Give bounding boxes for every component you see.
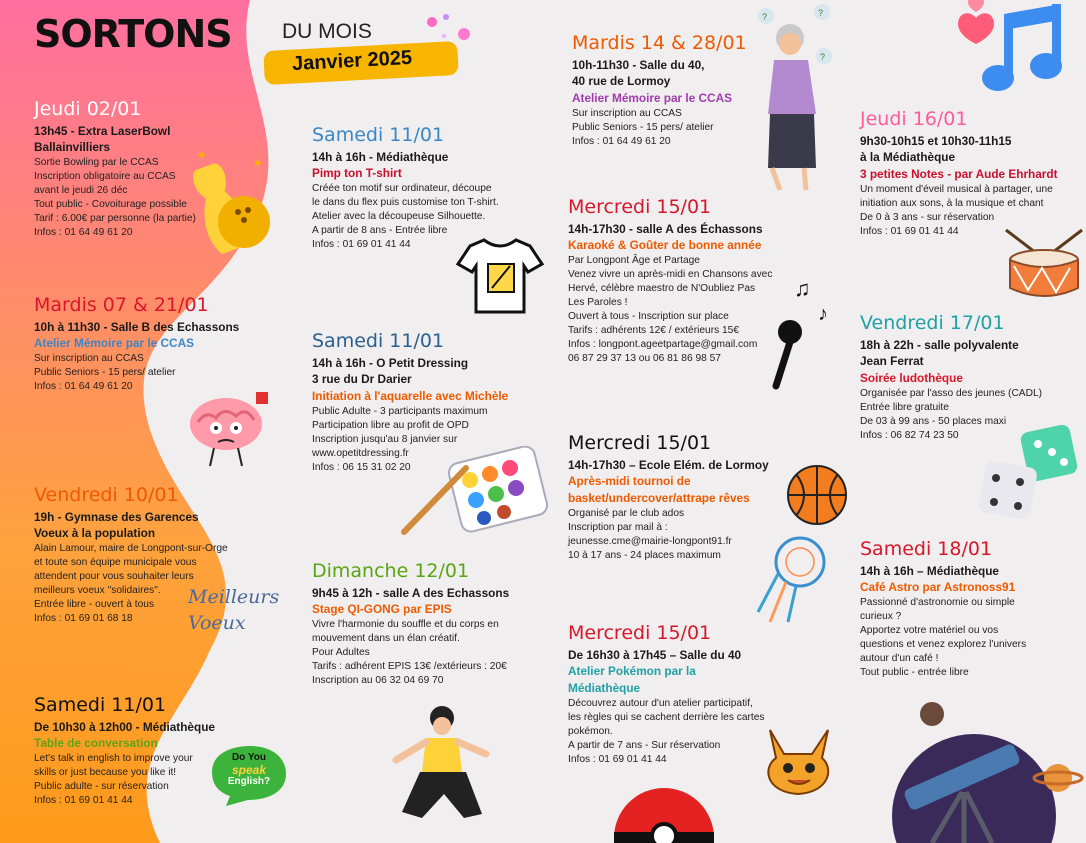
event-info-line: autour d'un café !: [860, 653, 939, 664]
event-date: Jeudi 16/01: [860, 108, 968, 130]
event-subtitle: Pimp ton T-shirt: [312, 166, 402, 180]
svg-text:✦: ✦: [252, 155, 264, 171]
event-info-line: A partir de 7 ans - Sur réservation: [568, 740, 721, 751]
event-info-line: Public Seniors - 15 pers/ atelier: [572, 122, 714, 133]
month-label: Janvier 2025: [291, 46, 413, 76]
event-subtitle: Stage QI-GONG par EPIS: [312, 602, 452, 616]
pokeball-icon: [612, 776, 716, 843]
event-samedi-18: [860, 538, 1074, 680]
event-info-line: Entrée libre gratuite: [860, 402, 949, 413]
event-time: 18h à 22h - salle polyvalente: [860, 338, 1019, 352]
event-samedi-11-aquarelle: [312, 330, 522, 475]
event-date: Mercredi 15/01: [568, 196, 712, 218]
event-time: 10h-11h30 - Salle du 40,: [572, 58, 705, 72]
do-you-speak-english-label: [214, 752, 284, 788]
event-place: 40 rue de Lormoy: [572, 74, 671, 88]
event-subtitle: Karaoké & Goûter de bonne année: [568, 238, 762, 252]
event-mardis-07-21: [34, 294, 254, 394]
event-info-line: Organisée par l'asso des jeunes (CADL): [860, 388, 1043, 399]
event-info-line: Alain Lamour, maire de Longpont-sur-Orge: [34, 543, 228, 554]
event-time: 10h à 11h30 - Salle B des Echassons: [34, 320, 240, 334]
event-info-line: De 03 à 99 ans - 50 places maxi: [860, 416, 1007, 427]
event-date: Mardis 07 & 21/01: [34, 294, 209, 316]
event-info-line: Infos : longpont.ageetpartage@gmail.com: [568, 339, 758, 350]
event-info-line: Inscription au 06 32 04 69 70: [312, 675, 444, 686]
event-info-line: Découvrez autour d'un atelier participatif,: [568, 698, 753, 709]
svg-text:?: ?: [762, 12, 768, 22]
event-info-line: Tarifs : adhérent EPIS 13€ /extérieurs : 20€: [312, 661, 507, 672]
event-info-line: Tout public - entrée libre: [860, 667, 969, 678]
event-info-line: Infos : 06 15 31 02 20: [312, 462, 411, 473]
event-info-line: le dans du flex puis customise ton T-shirt.: [312, 197, 499, 208]
event-info-line: Public adulte - sur réservation: [34, 781, 169, 792]
event-time: 19h - Gymnase des Garences: [34, 510, 199, 524]
event-info-line: 10 à 17 ans - 24 places maximum: [568, 550, 721, 561]
event-info-line: Créée ton motif sur ordinateur, découpe: [312, 183, 492, 194]
event-time: 14h-17h30 - salle A des Échassons: [568, 222, 763, 236]
event-info-line: Public Seniors - 15 pers/ atelier: [34, 367, 176, 378]
event-place: Ballainvilliers: [34, 140, 111, 154]
event-info-line: Hervé, célèbre maestro de N'Oubliez Pas: [568, 283, 756, 294]
event-date: Dimanche 12/01: [312, 560, 470, 582]
meilleurs-voeux-text: Meilleurs Voeux: [188, 586, 280, 634]
event-dimanche-12: [312, 560, 542, 688]
event-info-line: A partir de 8 ans - Entrée libre: [312, 225, 448, 236]
basketball-icon: [786, 464, 848, 526]
event-info-line: pokémon.: [568, 726, 613, 737]
svg-text:♫: ♫: [794, 276, 811, 301]
event-place: Jean Ferrat: [860, 354, 924, 368]
event-info-line: Infos : 01 69 01 41 44: [568, 754, 667, 765]
event-mercredi-15-karaoke: [568, 196, 788, 366]
event-info-line: Ouvert à tous - Inscription sur place: [568, 311, 729, 322]
event-vendredi-17: [860, 312, 1074, 443]
event-info-line: De 0 à 3 ans - sur réservation: [860, 212, 995, 223]
event-place: Voeux à la population: [34, 526, 156, 540]
event-subtitle: Soirée ludothèque: [860, 371, 963, 385]
elderly-woman-icon: [752, 4, 842, 196]
event-info-line: Inscription jusqu'au 8 janvier sur: [312, 434, 458, 445]
event-info-line: Pour Adultes: [312, 647, 370, 658]
event-info-line: Infos : 01 69 01 41 44: [34, 795, 133, 806]
event-subtitle: Après-midi tournoi de: [568, 474, 691, 488]
event-time: 14h à 16h - Médiathèque: [312, 150, 449, 164]
event-info-line: 06 87 29 37 13 ou 06 81 86 98 57: [568, 353, 721, 364]
event-info-line: Organisé par le club ados: [568, 508, 685, 519]
event-info-line: Sur inscription au CCAS: [572, 108, 682, 119]
event-place: 3 rue du Dr Darier: [312, 372, 412, 386]
event-info-line: Passionné d'astronomie ou simple: [860, 597, 1015, 608]
event-info-line: Participation libre au profit de OPD: [312, 420, 469, 431]
event-subtitle: Atelier Pokémon par la: [568, 664, 696, 678]
event-subtitle: Table de conversation: [34, 736, 158, 750]
event-time: 14h-17h30 – Ecole Elém. de Lormoy: [568, 458, 769, 472]
event-info-line: Venez vivre un après-midi en Chansons avec: [568, 269, 773, 280]
page-subtitle: DU MOIS: [282, 20, 372, 43]
event-info-line: initiation aux sons, à la musique et chant: [860, 198, 1044, 209]
svg-text:?: ?: [820, 52, 826, 62]
event-date: Samedi 11/01: [312, 124, 445, 146]
event-subtitle: Initiation à l'aquarelle avec Michèle: [312, 389, 509, 403]
event-subtitle-2: basket/undercover/attrape rêves: [568, 491, 750, 505]
event-jeudi-16: [860, 108, 1074, 239]
qigong-woman-icon: [386, 702, 496, 840]
event-info-line: Infos : 01 69 01 41 44: [860, 226, 959, 237]
event-info-line: Inscription obligatoire au CCAS: [34, 171, 176, 182]
event-info-line: mouvement dans un élan créatif.: [312, 633, 460, 644]
event-info-line: attendent pour vous souhaiter leurs: [34, 571, 194, 582]
event-date: Samedi 11/01: [312, 330, 445, 352]
event-subtitle: Sortie Bowling par le CCAS: [34, 157, 159, 168]
event-info-line: Par Longpont Âge et Partage: [568, 255, 700, 266]
event-info-line: Tout public - Covoiturage possible: [34, 199, 187, 210]
do-you-text: Do You: [231, 752, 267, 763]
event-samedi-11-tshirt: [312, 124, 522, 252]
page-title: SORTONS: [34, 12, 232, 56]
event-samedi-11-table: [34, 694, 244, 808]
event-date: Vendredi 17/01: [860, 312, 1005, 334]
event-info-line: skills or just because you like it!: [34, 767, 177, 778]
event-info-line: Infos : 01 64 49 61 20: [34, 227, 133, 238]
event-time: 9h30-10h15 et 10h30-11h15: [860, 134, 1012, 148]
music-note-icon: [948, 0, 1078, 96]
event-info-line: les règles qui se cachent derrière les cartes: [568, 712, 765, 723]
svg-text:?: ?: [818, 8, 824, 18]
event-subtitle: 3 petites Notes - par Aude Ehrhardt: [860, 167, 1058, 181]
event-time: 14h à 16h - O Petit Dressing: [312, 356, 469, 370]
event-info-line: Apportez votre matériel ou vos: [860, 625, 999, 636]
event-date: Mardis 14 & 28/01: [572, 32, 747, 54]
english-text: English?: [227, 776, 271, 787]
event-info-line: Infos : 06 82 74 23 50: [860, 430, 959, 441]
event-info-line: Public Adulte - 3 participants maximum: [312, 406, 488, 417]
event-info-line: Atelier avec la découpeuse Silhouette.: [312, 211, 486, 222]
event-info-line: Tarif : 6.00€ par personne (la partie): [34, 213, 196, 224]
event-info-line: jeunesse.cme@mairie-longpont91.fr: [568, 536, 732, 547]
event-info-line: Infos : 01 64 49 61 20: [572, 136, 671, 147]
event-info-line: meilleurs voeux "solidaires".: [34, 585, 161, 596]
brain-character-icon: [184, 388, 280, 468]
event-time: 13h45 - Extra LaserBowl: [34, 124, 171, 138]
event-info-line: et toute son équipe municipale vous: [34, 557, 197, 568]
event-info-line: Inscription par mail à :: [568, 522, 668, 533]
event-date: Jeudi 02/01: [34, 98, 142, 120]
event-info-line: Tarifs : adhérents 12€ / extérieurs 15€: [568, 325, 740, 336]
event-jeudi-02: [34, 98, 224, 240]
event-subtitle: Atelier Mémoire par le CCAS: [34, 336, 194, 350]
event-vendredi-10: [34, 484, 239, 626]
event-mercredi-15-basket: [568, 432, 788, 563]
event-place: à la Médiathèque: [860, 150, 956, 164]
confetti-dots-icon: [422, 12, 482, 46]
event-info-line: Un moment d'éveil musical à partager, une: [860, 184, 1053, 195]
event-mercredi-15-pokemon: [568, 622, 788, 767]
event-info-line: Entrée libre - ouvert à tous: [34, 599, 155, 610]
event-date: Mercredi 15/01: [568, 432, 712, 454]
event-time: De 16h30 à 17h45 – Salle du 40: [568, 648, 742, 662]
speak-text: speak: [231, 763, 267, 777]
event-date: Samedi 11/01: [34, 694, 167, 716]
svg-text:♪: ♪: [818, 303, 828, 325]
event-info-line: curieux ?: [860, 611, 902, 622]
event-info-line: Les Paroles !: [568, 297, 628, 308]
event-date: Samedi 18/01: [860, 538, 993, 560]
event-info-line: avant le jeudi 26 déc: [34, 185, 128, 196]
event-info-line: Vivre l'harmonie du souffle et du corps en: [312, 619, 499, 630]
event-time: De 10h30 à 12h00 - Médiathèque: [34, 720, 215, 734]
event-mardis-14-28: [572, 32, 762, 149]
event-date: Mercredi 15/01: [568, 622, 712, 644]
telescope-icon: [862, 696, 1086, 843]
svg-text:✦: ✦: [196, 148, 208, 163]
event-info-line: www.opetitdressing.fr: [312, 448, 409, 459]
event-info-line: Infos : 01 69 01 41 44: [312, 239, 411, 250]
event-info-line: Infos : 01 64 49 61 20: [34, 381, 133, 392]
event-subtitle: Atelier Mémoire par le CCAS: [572, 91, 732, 105]
event-info-line: Sur inscription au CCAS: [34, 353, 144, 364]
event-info-line: questions et venez explorez l'univers: [860, 639, 1027, 650]
event-info-line: Infos : 01 69 01 68 18: [34, 613, 133, 624]
event-info-line: Let's talk in english to improve your: [34, 753, 193, 764]
event-date: Vendredi 10/01: [34, 484, 179, 506]
event-time: 9h45 à 12h - salle A des Echassons: [312, 586, 510, 600]
event-subtitle: Café Astro par Astronoss91: [860, 580, 1016, 594]
event-subtitle-2: Médiathèque: [568, 681, 641, 695]
event-time: 14h à 16h – Médiathèque: [860, 564, 999, 578]
